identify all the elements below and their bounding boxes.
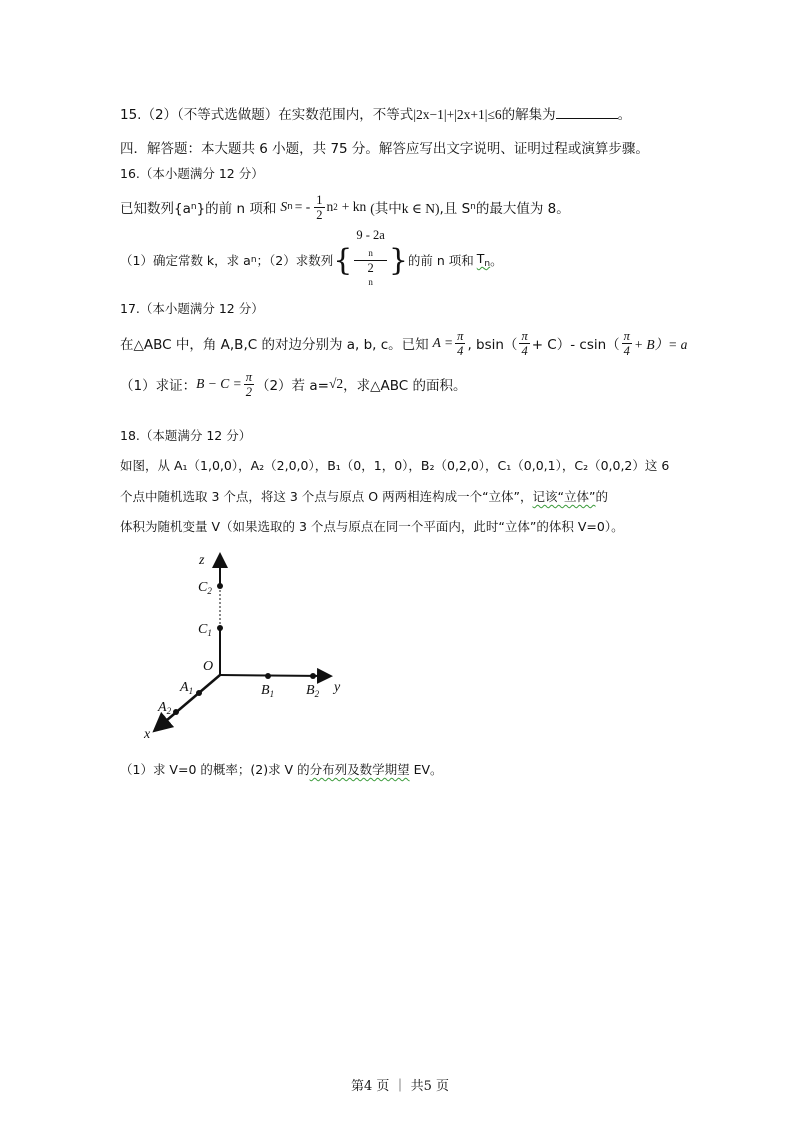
label-C2	[198, 580, 212, 596]
label-C1-letter: C	[198, 622, 208, 637]
q17-pi-a: π	[457, 328, 464, 343]
point-C2	[217, 583, 223, 589]
q16-frac-half	[314, 193, 324, 222]
q17-frac-pi4-c	[622, 329, 632, 358]
q17-plusB: + B）= a	[633, 337, 688, 352]
q16-stmt-a-sub: n	[190, 202, 197, 212]
q18-header: 18.（本题满分 12 分）	[120, 428, 252, 443]
q16-frac2-num: 9 - 2a	[356, 227, 385, 242]
label-B2-sub: 2	[314, 689, 320, 699]
q17-bsin: , bsin（	[467, 337, 518, 353]
q18-line1: 如图，从 A₁（1,0,0），A₂（2,0,0），B₁（0，1，0），B₂（0,2,0），C₁（0,0,1），C₂（0,0,2）这 6	[120, 458, 670, 473]
q17-sqrt2: √2	[328, 376, 344, 391]
label-O: O	[203, 659, 214, 674]
q16-frac2-num-sub: n	[368, 247, 373, 258]
q16-left-brace: {	[333, 242, 353, 278]
q16-stmt-c: ,且 S	[439, 201, 471, 217]
label-z: z	[199, 553, 205, 568]
label-C2-letter: C	[198, 580, 208, 595]
q17-sub2: （2）若 a=	[255, 378, 329, 394]
q15-inequality: |2x−1|+|2x+1|≤6	[413, 107, 502, 122]
q16-sub3: 的前 n 项和	[407, 253, 474, 268]
q17-stmt-a: 在△ABC 中，角 A,B,C 的对边分别为 a, b, c。已知	[120, 337, 429, 353]
q16-stmt-b: }的前 n 项和	[196, 201, 277, 217]
q16-end: 。	[490, 253, 503, 268]
q15-prefix: 15.（2）（不等式选做题）在实数范围内，不等式	[120, 107, 414, 123]
q15-answer-blank	[556, 106, 618, 119]
q16-S-sub: n	[287, 202, 293, 212]
label-A2-letter: A	[158, 700, 167, 715]
q17-plusC: + C）- csin（	[531, 337, 620, 353]
q16-sub2: ；（2）求数列	[256, 253, 334, 268]
q16-frac-sequence	[354, 228, 386, 293]
q17-sub1: （1）求证：	[120, 378, 197, 394]
q17-frac-pi4-b	[519, 329, 529, 358]
y-axis-line	[220, 675, 325, 676]
q16-subquestions	[120, 227, 503, 287]
page-footer: 第4 页 ｜ 共5 页	[350, 1079, 450, 1094]
x-axis-line	[160, 675, 220, 726]
q18-question-c: EV。	[409, 762, 443, 777]
q16-frac2-den-sup: n	[368, 276, 373, 287]
q18-line3: 体积为随机变量 V（如果选取的 3 个点与原点在同一个平面内，此时“立体”的体积 V=0）。	[120, 519, 624, 534]
q18-line2-a: 个点中随机选取 3 个点，将这 3 个点与原点 O 两两相连构成一个“立体”，	[120, 489, 533, 504]
q16-right-brace: }	[388, 242, 408, 278]
q16-kn: + kn	[341, 199, 367, 214]
section4-heading: 四．解答题：本大题共 6 小题，共 75 分。解答应写出文字说明、证明过程或演算步骤。	[120, 141, 649, 157]
q17-four-c: 4	[623, 343, 630, 358]
q17-A-eq: A =	[432, 335, 454, 350]
q16-frac-num: 1	[316, 192, 323, 207]
q17-header: 17.（本小题满分 12 分）	[120, 301, 264, 316]
label-A2	[157, 700, 172, 716]
q16-T-letter: T	[476, 251, 485, 266]
q16-frac2-den: 2	[367, 260, 374, 275]
q16-n2-sup: 2	[333, 202, 338, 212]
q16-T-sub: n	[484, 259, 491, 269]
q17-sub3: ，求△ABC 的面积。	[343, 378, 467, 394]
q15-line	[120, 103, 631, 123]
q18-axes-figure	[130, 548, 360, 748]
label-C1	[198, 622, 212, 638]
q18-question-a: （1）求 V=0 的概率；(2)求 V 的	[120, 762, 310, 777]
q16-cond: (其中k ∈ N)	[370, 201, 440, 216]
label-A1-sub: 1	[188, 686, 194, 696]
q18-question	[120, 760, 443, 778]
q17-statement	[120, 326, 687, 360]
q17-two: 2	[245, 384, 252, 399]
q17-BC: B − C =	[196, 376, 242, 391]
q16-sub1-sub: n	[250, 255, 257, 265]
q17-frac-pi2	[244, 370, 254, 399]
label-B2-letter: B	[306, 683, 315, 698]
q17-pi-b: π	[521, 328, 528, 343]
q16-n2: n	[326, 199, 334, 214]
q16-T	[477, 251, 490, 269]
q15-suffix: 的解集为	[501, 107, 556, 123]
q17-pi-c: π	[623, 328, 630, 343]
q17-frac-pi4-a	[455, 329, 465, 358]
label-A1-letter: A	[180, 680, 189, 695]
label-x: x	[144, 727, 151, 742]
q17-four-a: 4	[457, 343, 464, 358]
q18-question-b: 分布列及数学期望	[309, 762, 410, 777]
point-B1	[265, 673, 271, 679]
q16-eq: = -	[294, 199, 311, 214]
label-B1-letter: B	[261, 683, 270, 698]
q16-statement	[120, 192, 570, 222]
q16-stmt-a: 已知数列{a	[120, 201, 191, 217]
q16-sub1: （1）确定常数 k，求 a	[120, 253, 251, 268]
label-A1	[179, 680, 193, 696]
q17-pi-d: π	[245, 369, 252, 384]
label-C1-sub: 1	[207, 628, 212, 638]
q18-line2-c: 的	[595, 489, 609, 504]
q16-stmt-c-sub: n	[470, 202, 476, 212]
q17-four-b: 4	[521, 343, 528, 358]
q16-stmt-d: 的最大值为 8。	[475, 201, 570, 217]
label-B1	[261, 683, 274, 699]
point-C1	[217, 625, 223, 631]
q17-subquestions	[120, 367, 466, 401]
q16-header: 16.（本小题满分 12 分）	[120, 166, 264, 181]
q15-end: 。	[617, 107, 632, 123]
point-B2	[310, 673, 316, 679]
q16-S: S	[280, 199, 288, 214]
q16-frac-den: 2	[316, 207, 323, 222]
label-A2-sub: 2	[166, 706, 172, 716]
label-B1-sub: 1	[269, 689, 275, 699]
point-A1	[196, 690, 202, 696]
q18-line2	[120, 487, 608, 505]
q18-line2-b: 记该“立体”	[532, 489, 596, 504]
label-y: y	[334, 680, 341, 695]
label-C2-sub: 2	[207, 586, 212, 596]
label-B2	[306, 683, 320, 699]
point-A2	[173, 709, 179, 715]
